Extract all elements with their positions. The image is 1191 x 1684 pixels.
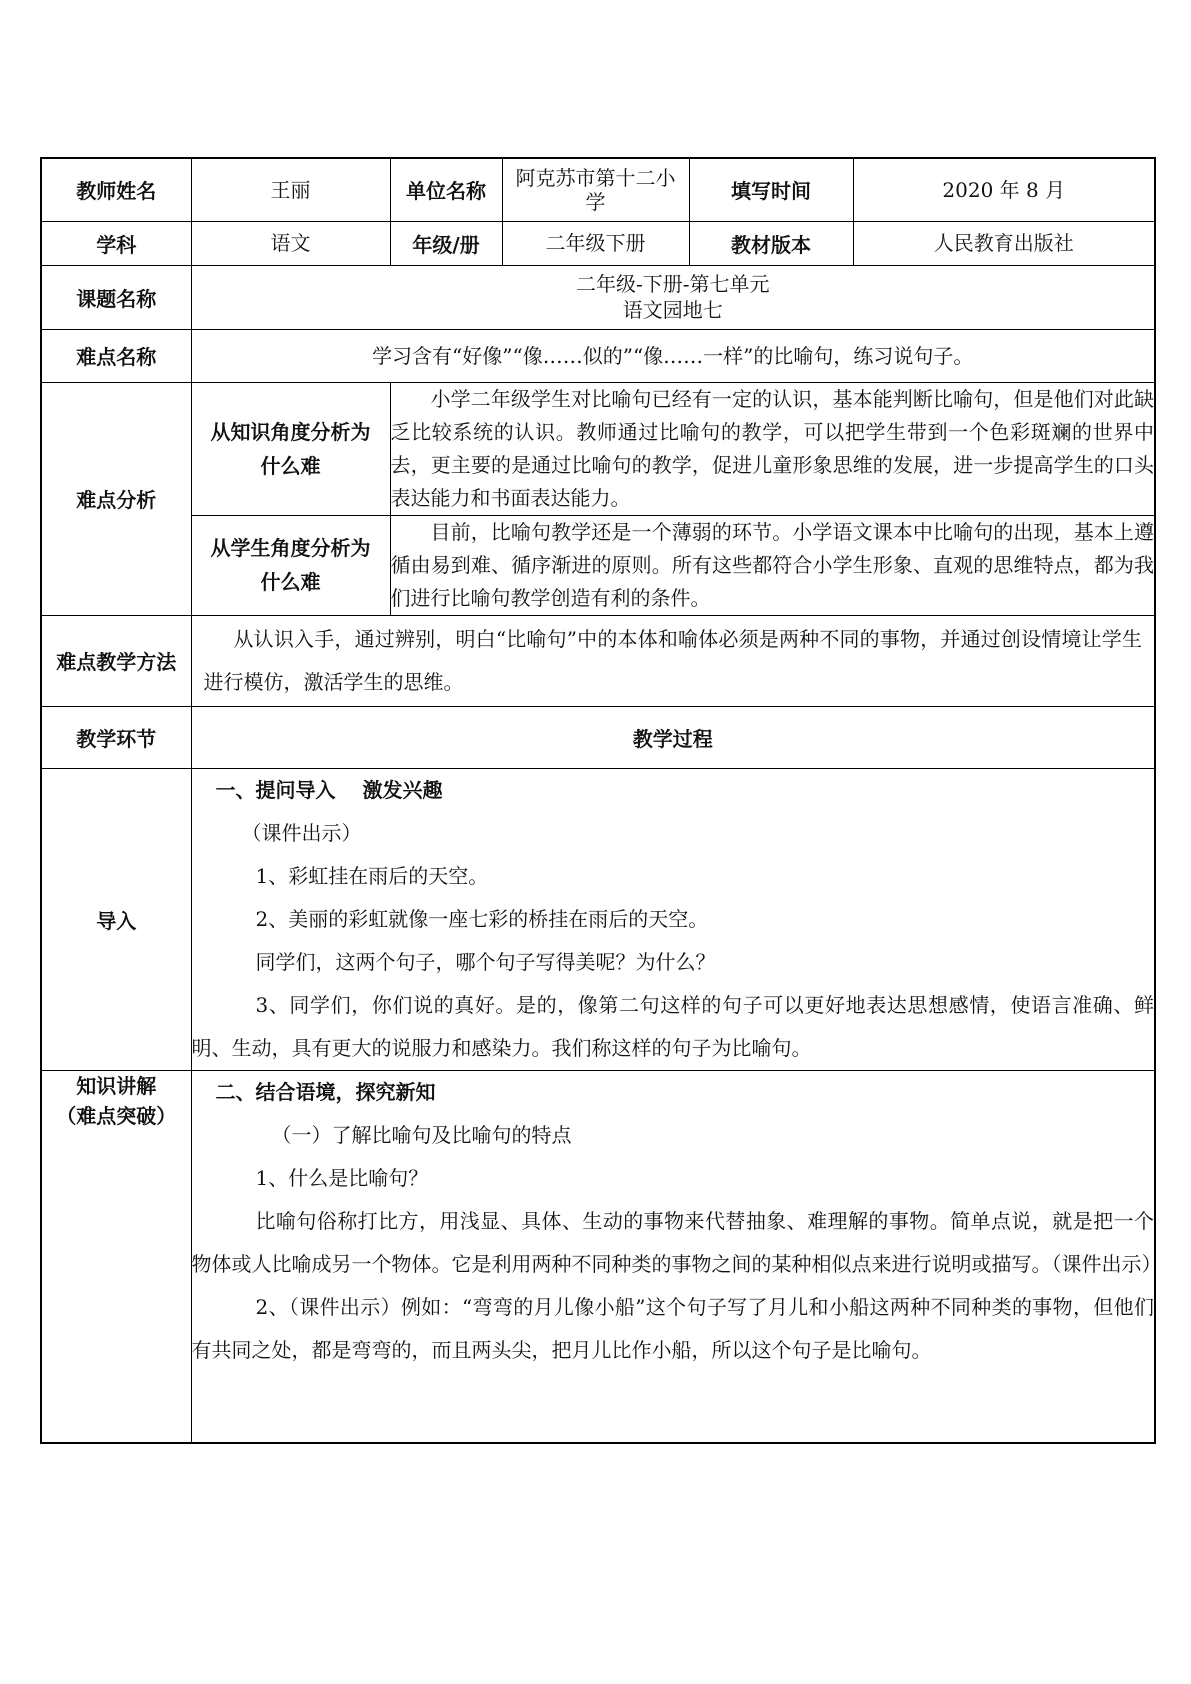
student-angle-label: 从学生角度分析为什么难: [191, 515, 390, 615]
knowledge-label-line-2: （难点突破）: [56, 1103, 177, 1128]
subject-value: 语文: [191, 221, 390, 265]
grade-value: 二年级下册: [502, 221, 689, 265]
lesson-plan-table: [40, 157, 1162, 1444]
knowledge-angle-label: 从知识角度分析为什么难: [191, 382, 390, 515]
intro-line-4: 同学们，这两个句子，哪个句子写得美呢？为什么？: [255, 949, 716, 974]
intro-line-1: （课件出示）: [241, 820, 362, 845]
topic-value: [191, 265, 1155, 329]
time-value: 2020 年 8 月: [853, 158, 1155, 221]
method-paragraph: 从认识入手，通过辨别，明白“比喻句”中的本体和喻体必须是两种不同的事物，并通过创设情境让学生进行模仿，激活学生的思维。: [203, 626, 1142, 694]
student-angle-text: [390, 515, 1155, 615]
student-angle-paragraph: 目前，比喻句教学还是一个薄弱的环节。小学语文课本中比喻句的出现，基本上遵循由易到难、循序渐进的原则。所有这些都符合小学生形象、直观的思维特点，都为我们进行比喻句教学创造有利的条件。: [390, 519, 1154, 610]
analysis-label: 难点分析: [41, 382, 191, 615]
topic-line-1: 二年级-下册-第七单元: [575, 272, 770, 296]
intro-line-3: 2、美丽的彩虹就像一座七彩的桥挂在雨后的天空。: [255, 906, 709, 931]
edition-value: 人民教育出版社: [853, 221, 1155, 265]
knowledge-label-line-1: 知识讲解: [76, 1073, 157, 1098]
subject-label: 学科: [41, 221, 191, 265]
topic-row: [41, 265, 1155, 329]
stage-label: 教学环节: [41, 706, 191, 768]
intro-label: 导入: [41, 768, 191, 1070]
grade-label: 年级/册: [390, 221, 502, 265]
intro-heading: 一、提问导入 激发兴趣: [215, 777, 443, 802]
intro-content: [191, 768, 1155, 1070]
difficulty-row: [41, 329, 1155, 382]
process-label: 教学过程: [191, 706, 1155, 768]
knowledge-line-3: 2、（课件出示）例如：“弯弯的月儿像小船”这个句子写了月儿和小船这两种不同种类的事物，但他们有共同之处，都是弯弯的，而且两头尖，把月儿比作小船，所以这个句子是比喻句。: [191, 1294, 1154, 1362]
knowledge-subheading: （一）了解比喻句及比喻句的特点: [271, 1122, 572, 1147]
analysis-row-student: [41, 515, 1155, 615]
difficulty-label: 难点名称: [41, 329, 191, 382]
info-row-2: [41, 221, 1155, 265]
process-header-row: [41, 706, 1155, 768]
info-row-1: [41, 158, 1155, 221]
topic-line-2: 语文园地七: [622, 298, 723, 322]
unit-label: 单位名称: [390, 158, 502, 221]
topic-label: 课题名称: [41, 265, 191, 329]
knowledge-label: [41, 1070, 191, 1443]
knowledge-line-2: 比喻句俗称打比方，用浅显、具体、生动的事物来代替抽象、难理解的事物。简单点说，就是把一个物体或人比喻成另一个物体。它是利用两种不同种类的事物之间的某种相似点来进行说明或描写。（课件出示）: [191, 1208, 1162, 1276]
teacher-value: 王丽: [191, 158, 390, 221]
knowledge-line-1: 1、什么是比喻句？: [255, 1165, 429, 1190]
intro-line-2: 1、彩虹挂在雨后的天空。: [255, 863, 489, 888]
teacher-label: 教师姓名: [41, 158, 191, 221]
intro-line-5: 3、同学们，你们说的真好。是的，像第二句这样的句子可以更好地表达思想感情，使语言准确、鲜明、生动，具有更大的说服力和感染力。我们称这样的句子为比喻句。: [191, 992, 1154, 1060]
edition-label: 教材版本: [689, 221, 853, 265]
method-label: 难点教学方法: [41, 615, 191, 706]
knowledge-row: [41, 1070, 1155, 1443]
time-label: 填写时间: [689, 158, 853, 221]
knowledge-angle-paragraph: 小学二年级学生对比喻句已经有一定的认识，基本能判断比喻句，但是他们对此缺乏比较系统的认识。教师通过比喻句的教学，可以把学生带到一个色彩斑斓的世界中去，更主要的是通过比喻句的教学，促进儿童形象思维的发展，进一步提高学生的口头表达能力和书面表达能力。: [390, 386, 1154, 510]
knowledge-angle-text: [390, 382, 1155, 515]
unit-value: 阿克苏市第十二小学: [502, 158, 689, 221]
analysis-row-knowledge: [41, 382, 1155, 515]
method-value: [191, 615, 1155, 706]
knowledge-heading: 二、结合语境，探究新知: [215, 1079, 436, 1104]
method-row: [41, 615, 1155, 706]
knowledge-content: [191, 1070, 1162, 1443]
difficulty-value: 学习含有“好像”“像……似的”“像……一样”的比喻句，练习说句子。: [191, 329, 1155, 382]
intro-row: [41, 768, 1155, 1070]
